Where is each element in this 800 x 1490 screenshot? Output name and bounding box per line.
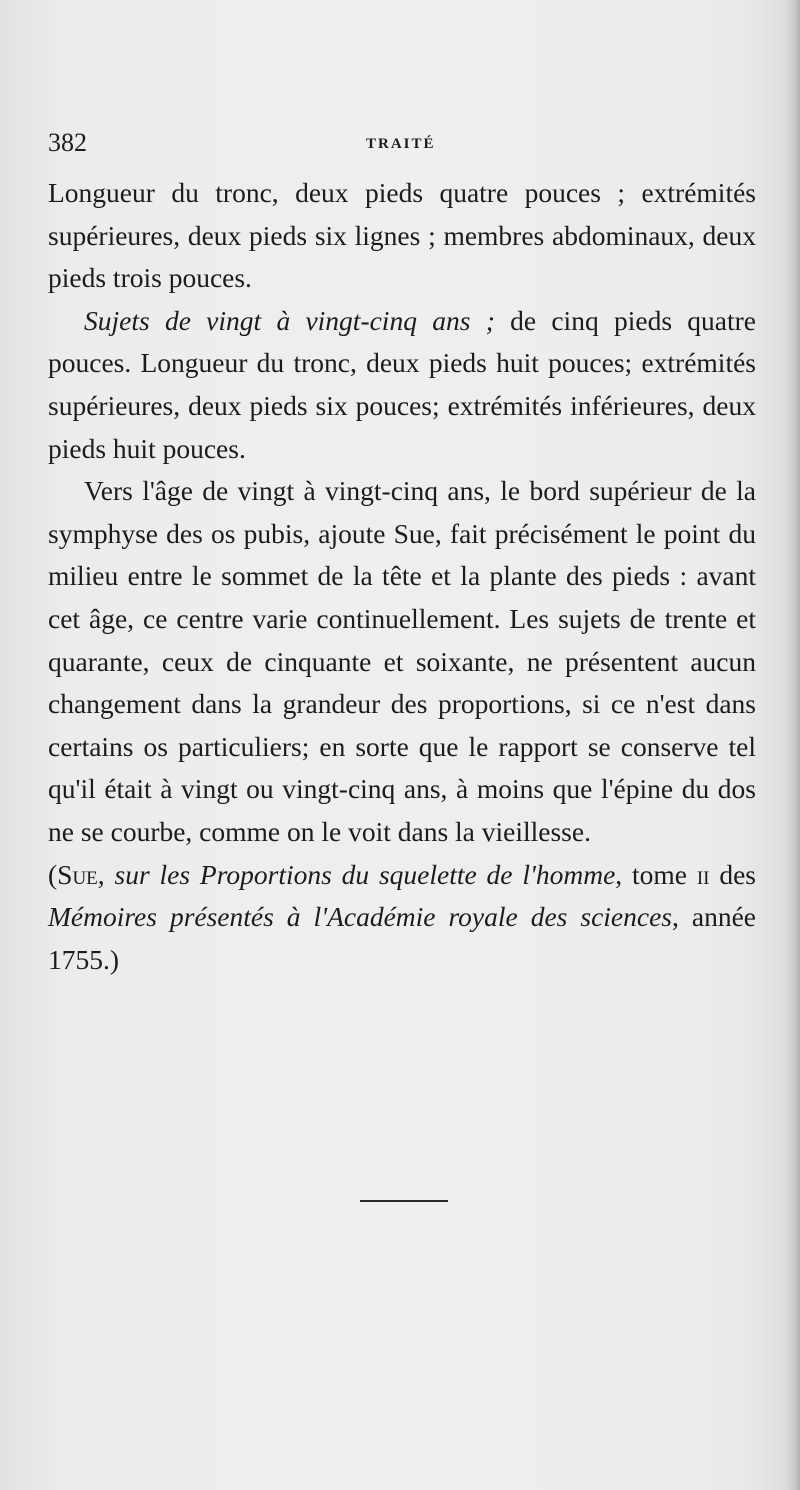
citation [48,854,756,982]
paragraph-measurements: Longueur du tronc, deux pieds quatre pouces ; extrémités supérieures, deux pieds six lignes ; membres abdominaux, deux pieds trois pouces. [48,177,756,294]
citation-year: , année 1755.) [48,901,756,975]
citation-tome: , tome [615,858,697,890]
citation-author: Sue [57,858,98,890]
citation-title: sur les Proportions du squelette de l'homme [114,858,616,890]
citation-publication: Mémoires présentés à l'Académie royale des sciences [48,901,672,933]
page-edge-shadow [786,0,800,1490]
running-title: TRAITÉ [366,136,436,152]
citation-des: des [709,858,756,890]
citation-volume: ii [696,858,710,890]
page-number: 382 [48,128,87,157]
section-divider [360,1200,448,1202]
running-header [48,128,756,164]
paragraph-body-center: Vers l'âge de vingt à vingt-cinq ans, le bord supérieur de la symphyse des os pubis, ajoute Sue, fait précisément le point du milieu entre le sommet de la tête et la plante des pieds : avant cet âge, ce centre varie continuellement. Les sujets de trente et quarante, ceux de cinquante et soixante, ne présentent aucun changement dans la grandeur des proportions, si ce n'est dans certains os particuliers; en sorte que le rapport se conserve tel qu'il était à vingt ou vingt-cinq ans, à moins que l'épine du dos ne se courbe, comme on le voit dans la vieillesse. [48,475,756,847]
citation-separator: , [97,858,115,890]
subject-measurements: de cinq pieds quatre pouces. Longueur du tronc, deux pieds huit pouces; extrémités supérieures, deux pieds six pouces; extrémités inférieures, deux pieds huit pouces. [48,304,757,464]
body-text [48,172,756,981]
citation-open-paren: ( [48,858,58,890]
subject-heading: Sujets de vingt à vingt-cinq ans ; [84,304,495,336]
paragraph-adult-subjects [48,300,756,470]
